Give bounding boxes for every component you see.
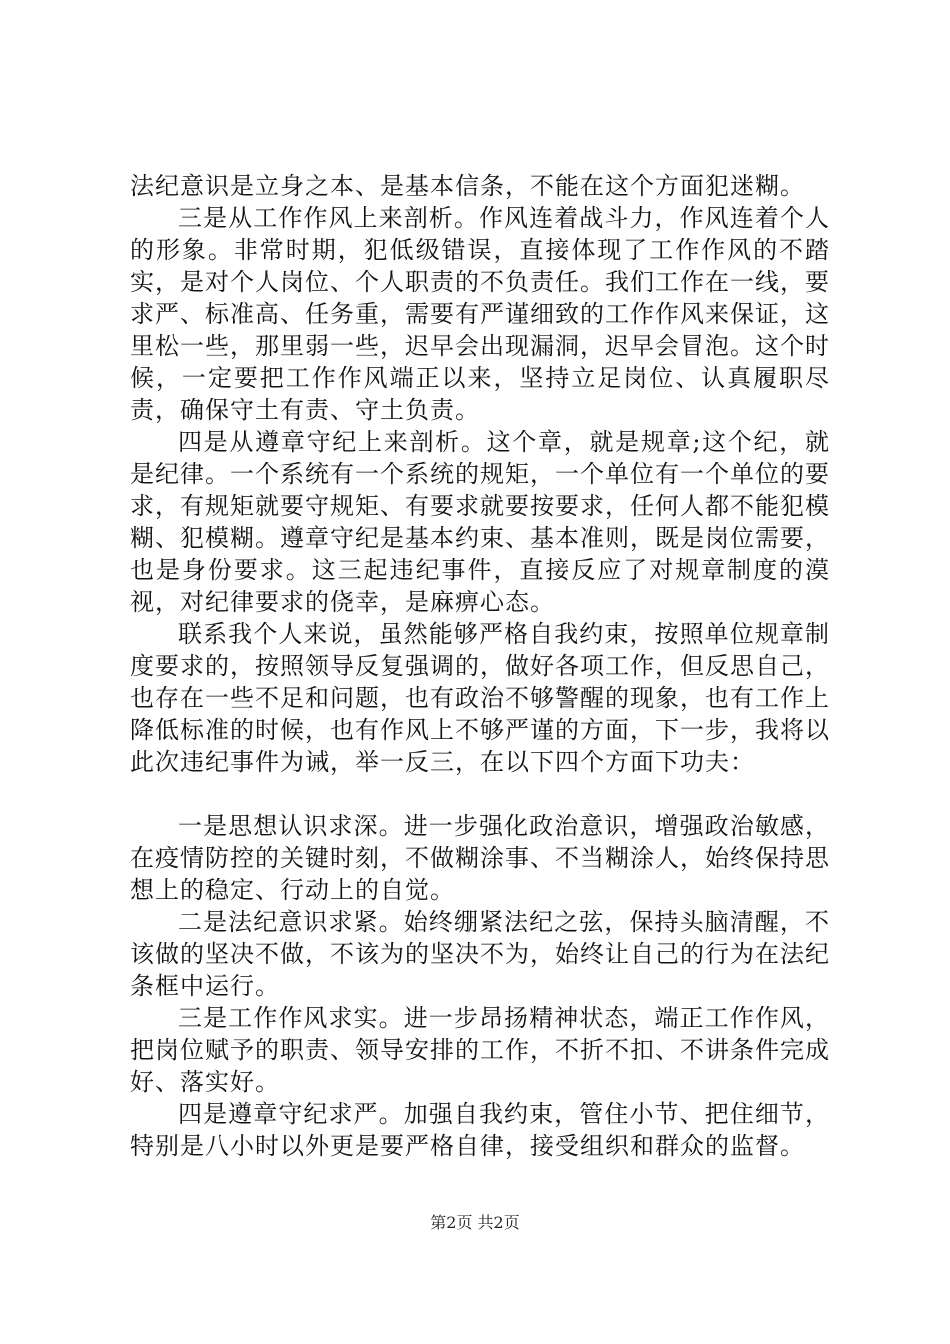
paragraph-4: 联系我个人来说，虽然能够严格自我约束，按照单位规章制度要求的，按照领导反复强调的，做好各项工作，但反思自己，也存在一些不足和问题，也有政治不够警醒的现象，也有工作上降低标准的时候，也有作风上不够严谨的方面，下一步，我将以此次违纪事件为诫，举一反三，在以下四个方面下功夫： <box>130 620 830 776</box>
paragraph-5: 一是思想认识求深。进一步强化政治意识，增强政治敏感，在疫情防控的关键时刻，不做糊涂事、不当糊涂人，始终保持思想上的稳定、行动上的自觉。 <box>130 812 830 904</box>
paragraph-8: 四是遵章守纪求严。加强自我约束，管住小节、把住细节，特别是八小时以外更是要严格自律，接受组织和群众的监督。 <box>130 1100 830 1160</box>
document-body <box>130 170 830 1162</box>
paragraph-2: 三是从工作作风上来剖析。作风连着战斗力，作风连着个人的形象。非常时期，犯低级错误，直接体现了工作作风的不踏实，是对个人岗位、个人职责的不负责任。我们工作在一线，要求严、标准高、任务重，需要有严谨细致的工作作风来保证，这里松一些，那里弱一些，迟早会出现漏洞，迟早会冒泡。这个时候，一定要把工作作风端正以来，坚持立足岗位、认真履职尽责，确保守土有责、守土负责。 <box>130 204 830 424</box>
paragraph-1: 法纪意识是立身之本、是基本信条，不能在这个方面犯迷糊。 <box>130 172 805 200</box>
paragraph-7: 三是工作作风求实。进一步昂扬精神状态，端正工作作风，把岗位赋予的职责、领导安排的工作，不折不扣、不讲条件完成好、落实好。 <box>130 1004 830 1096</box>
paragraph-3: 四是从遵章守纪上来剖析。这个章，就是规章;这个纪，就是纪律。一个系统有一个系统的规矩，一个单位有一个单位的要求，有规矩就要守规矩、有要求就要按要求，任何人都不能犯模糊、犯模糊。遵章守纪是基本约束、基本准则，既是岗位需要，也是身份要求。这三起违纪事件，直接反应了对规章制度的漠视，对纪律要求的侥幸，是麻痹心态。 <box>130 428 830 616</box>
paragraph-gap <box>130 778 830 810</box>
paragraph-6: 二是法纪意识求紧。始终绷紧法纪之弦，保持头脑清醒，不该做的坚决不做，不该为的坚决不为，始终让自己的行为在法纪条框中运行。 <box>130 908 830 1000</box>
page-footer: 第2页 共2页 <box>430 1213 520 1232</box>
